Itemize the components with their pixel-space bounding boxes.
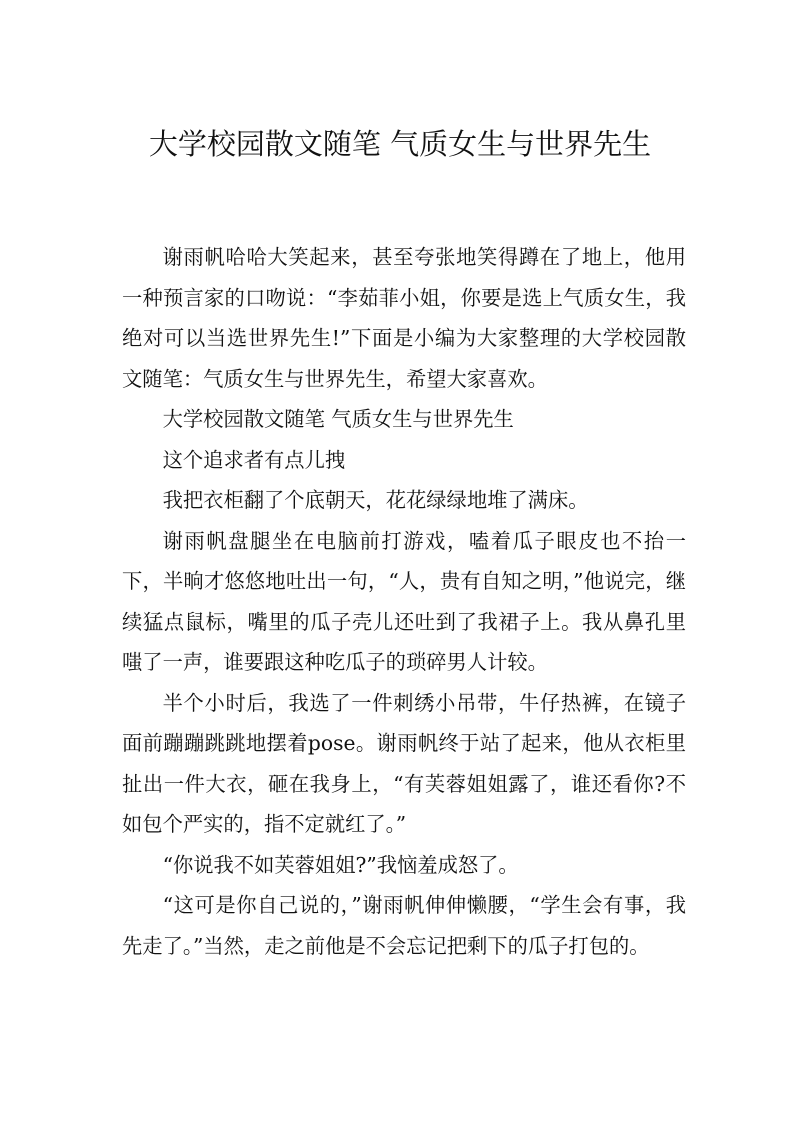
- paragraph: 这个追求者有点儿拽: [162, 447, 346, 472]
- paragraph: 谢雨帆哈哈大笑起来，甚至夸张地笑得蹲在了地上，他用一种预言家的口吻说：“李茹菲小姐，你要是选上气质女生，我绝对可以当选世界先生!”下面是小编为大家整理的大学校园散文随笔：气质女生与世界先生，希望大家喜欢。: [122, 245, 686, 391]
- paragraph: 半个小时后，我选了一件刺绣小吊带，牛仔热裤，在镜子面前蹦蹦跳跳地摆着pose。谢雨帆终于站了起来，他从衣柜里扯出一件大衣，砸在我身上，“有芙蓉姐姐露了，谁还看你?不如包个严实的，指不定就红了。”: [122, 690, 686, 836]
- paragraph: 谢雨帆盘腿坐在电脑前打游戏，嗑着瓜子眼皮也不抬一下，半晌才悠悠地吐出一句，“人，贵有自知之明，”他说完，继续猛点鼠标，嘴里的瓜子壳儿还吐到了我裙子上。我从鼻孔里嗤了一声，谁要跟这种吃瓜子的琐碎男人计较。: [122, 528, 686, 674]
- document-body: [122, 237, 686, 966]
- document-title: 大学校园散文随笔 气质女生与世界先生: [148, 127, 652, 161]
- paragraph: 我把衣柜翻了个底朝天，花花绿绿地堆了满床。: [162, 488, 589, 512]
- paragraph: “你说我不如芙蓉姐姐?”我恼羞成怒了。: [162, 852, 519, 877]
- paragraph: “这可是你自己说的，”谢雨帆伸伸懒腰，“学生会有事，我先走了。”当然，走之前他是不会忘记把剩下的瓜子打包的。: [122, 893, 686, 958]
- paragraph: 大学校园散文随笔 气质女生与世界先生: [162, 407, 514, 431]
